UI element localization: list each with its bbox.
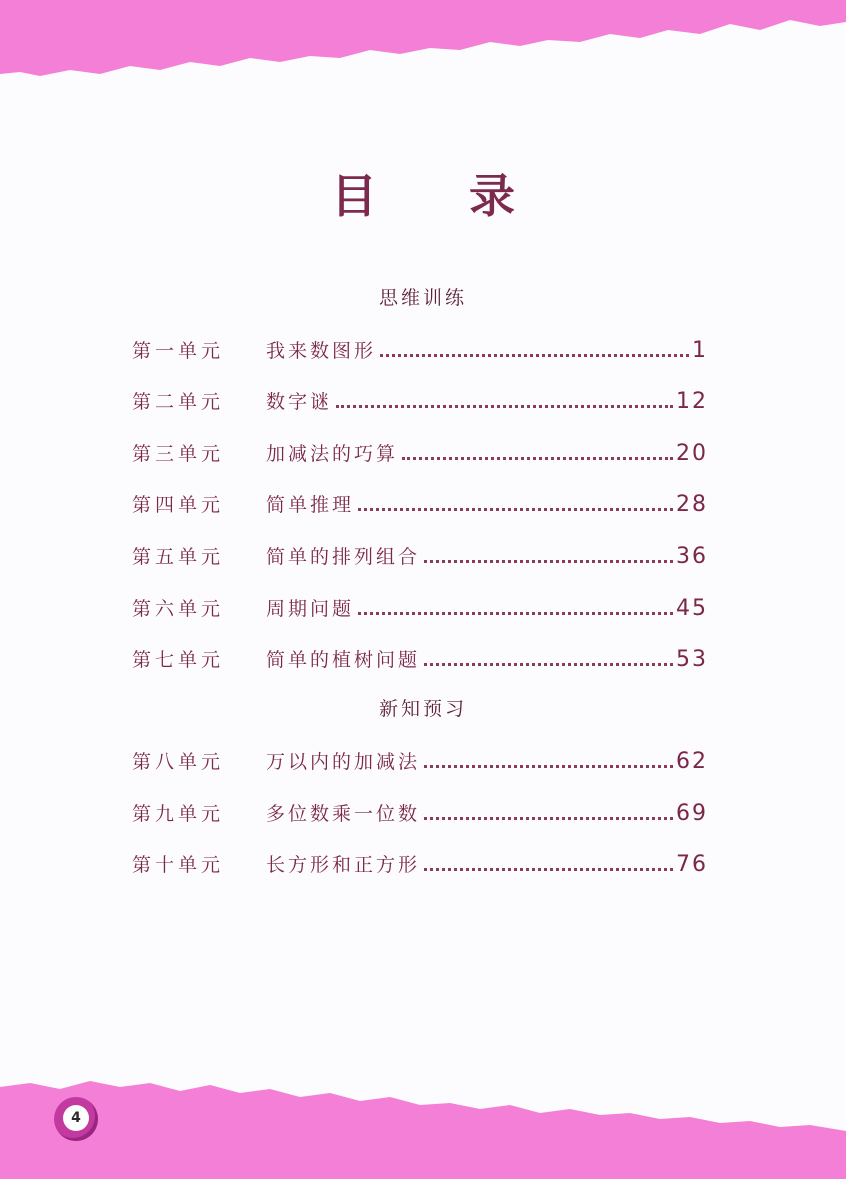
- toc-unit-label: 第四单元: [132, 494, 225, 516]
- toc-leader-dots: [424, 560, 673, 563]
- bottom-decorative-band: [0, 1075, 846, 1179]
- toc-entry[interactable]: [132, 642, 708, 672]
- toc-leader-dots: [358, 612, 673, 615]
- toc-chapter-title: 周期问题: [266, 598, 355, 620]
- toc-entry[interactable]: [132, 539, 708, 569]
- toc-page-number: 28: [676, 492, 708, 517]
- toc-entry[interactable]: [132, 333, 708, 363]
- section-heading-preview: 新知预习: [378, 698, 467, 720]
- toc-page-number: 20: [676, 441, 708, 466]
- toc-leader-dots: [380, 354, 689, 357]
- toc-unit-label: 第六单元: [132, 598, 225, 620]
- toc-entry[interactable]: [132, 384, 708, 414]
- toc-page-number: 62: [676, 749, 708, 774]
- toc-chapter-title: 简单的排列组合: [266, 546, 421, 568]
- toc-leader-dots: [358, 508, 673, 511]
- toc-unit-label: 第七单元: [132, 649, 225, 671]
- toc-leader-dots: [336, 405, 673, 408]
- toc-page-number: 45: [676, 596, 708, 621]
- toc-unit-label: 第二单元: [132, 391, 225, 413]
- toc-entry[interactable]: [132, 591, 708, 621]
- toc-chapter-title: 多位数乘一位数: [266, 803, 421, 825]
- page-number-badge: [54, 1097, 98, 1141]
- toc-chapter-title: 我来数图形: [266, 340, 377, 362]
- toc-page-number: 36: [676, 544, 708, 569]
- toc-page-number: 1: [692, 338, 708, 363]
- toc-unit-label: 第三单元: [132, 443, 225, 465]
- toc-leader-dots: [424, 868, 673, 871]
- toc-entry[interactable]: [132, 847, 708, 877]
- toc-chapter-title: 数字谜: [266, 391, 333, 413]
- section-heading-thinking: 思维训练: [378, 287, 467, 309]
- toc-leader-dots: [402, 457, 673, 460]
- toc-entry[interactable]: [132, 487, 708, 517]
- toc-unit-label: 第九单元: [132, 803, 225, 825]
- toc-chapter-title: 简单的植树问题: [266, 649, 421, 671]
- toc-entry[interactable]: [132, 744, 708, 774]
- toc-unit-label: 第十单元: [132, 854, 225, 876]
- toc-entry[interactable]: [132, 436, 708, 466]
- toc-unit-label: 第一单元: [132, 340, 225, 362]
- toc-leader-dots: [424, 663, 673, 666]
- toc-unit-label: 第五单元: [132, 546, 225, 568]
- toc-chapter-title: 简单推理: [266, 494, 355, 516]
- page-title: 目 录: [330, 169, 553, 223]
- toc-leader-dots: [424, 817, 673, 820]
- toc-leader-dots: [424, 765, 673, 768]
- toc-entry[interactable]: [132, 796, 708, 826]
- toc-page-number: 12: [676, 389, 708, 414]
- toc-chapter-title: 长方形和正方形: [266, 854, 421, 876]
- toc-page-number: 76: [676, 852, 708, 877]
- toc-page-number: 69: [676, 801, 708, 826]
- toc-chapter-title: 万以内的加减法: [266, 751, 421, 773]
- toc-page-number: 53: [676, 647, 708, 672]
- toc-chapter-title: 加减法的巧算: [266, 443, 399, 465]
- page-number: 4: [63, 1105, 89, 1131]
- top-decorative-band: [0, 0, 846, 90]
- toc-unit-label: 第八单元: [132, 751, 225, 773]
